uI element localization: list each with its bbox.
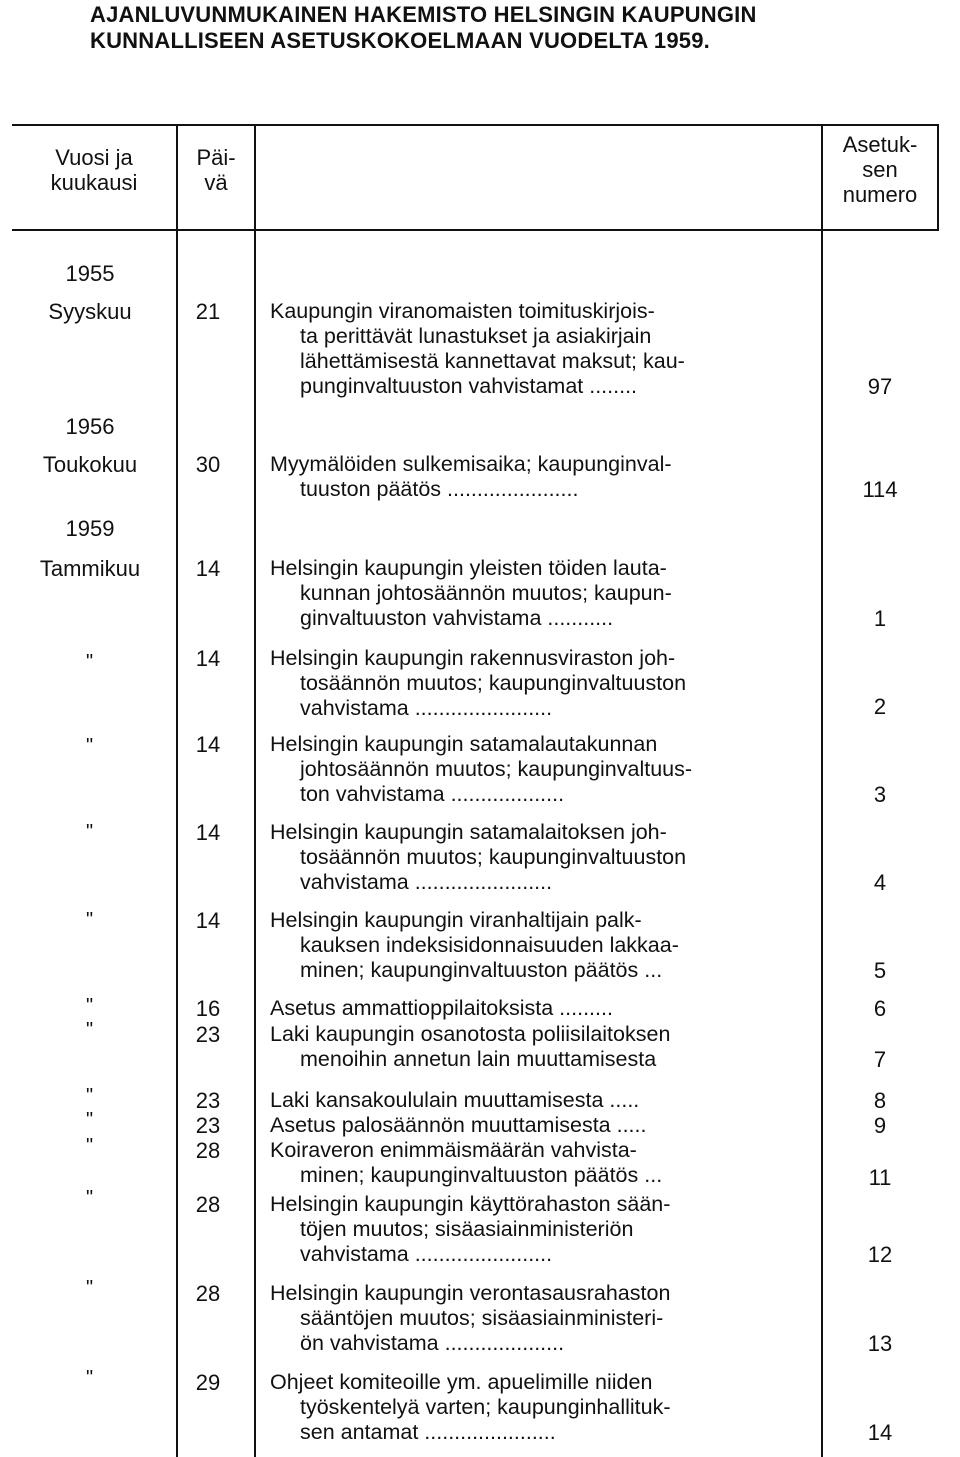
entry-day: 29 [195,1370,221,1395]
entry-day: 14 [195,556,221,581]
entry-description: Helsingin kaupungin viranhaltijain palk- kauksen indeksisidonnaisuuden lakkaa- minen; kaupunginvaltuuston päätös ... [270,908,679,982]
year-label: 1955 [65,261,115,286]
entry-number: 9 [873,1113,887,1138]
entry-description: Helsingin kaupungin verontasausrahaston sääntöjen muutos; sisäasiainministeri- ön vahvistama .................... [270,1281,671,1355]
entry-number: 6 [873,996,887,1021]
entry-number: 11 [868,1165,892,1190]
header-day: Päi- vä [196,145,236,195]
month-label: Syyskuu [48,299,132,324]
entry-number: 4 [873,870,887,895]
entry-number: 2 [873,694,887,719]
entry-day: 14 [195,732,221,757]
entry-day: 28 [195,1281,221,1306]
ditto-mark: " [86,1367,94,1389]
year-label: 1956 [65,414,115,439]
entry-number: 14 [867,1420,893,1445]
entry-day: 30 [195,452,221,477]
entry-description: Asetus ammattioppilaitoksista ......... [270,996,613,1020]
ditto-mark: " [86,1109,94,1131]
entry-description: Helsingin kaupungin satamalautakunnan johtosäännön muutos; kaupunginvaltuus- ton vahvistama ................... [270,732,693,806]
header-number: Asetuk- sen numero [842,132,918,207]
entry-description: Laki kansakoululain muuttamisesta ..... [270,1088,640,1112]
entry-number: 13 [867,1331,893,1356]
entry-day: 16 [195,996,221,1021]
ditto-mark: " [86,1019,94,1041]
table-right-rule [937,124,939,231]
entry-number: 97 [867,374,893,399]
entry-number: 3 [873,782,887,807]
entry-day: 23 [195,1113,221,1138]
entry-description: Kaupungin viranomaisten toimituskirjois- ta perittävät lunastukset ja asiakirjain lähettämisestä kannettavat maksut; kau- punginvaltuuston vahvistamat ........ [270,299,685,398]
entry-day: 28 [195,1138,221,1163]
ditto-mark: " [86,909,94,931]
entry-day: 23 [195,1088,221,1113]
ditto-mark: " [86,651,94,673]
ditto-mark: " [86,821,94,843]
entry-description: Laki kaupungin osanotosta poliisilaitoksen menoihin annetun lain muuttamisesta [270,1022,671,1071]
entry-description: Helsingin kaupungin yleisten töiden lauta- kunnan johtosäännön muutos; kaupun- ginvaltuuston vahvistama ........... [270,556,672,630]
header-bottom-rule [12,229,938,231]
header-year-month: Vuosi ja kuukausi [50,145,138,195]
ditto-mark: " [86,1187,94,1209]
entry-description: Helsingin kaupungin rakennusviraston joh- tosäännön muutos; kaupunginvaltuuston vahvistama ....................... [270,646,687,720]
year-label: 1959 [65,516,115,541]
entry-description: Ohjeet komiteoille ym. apuelimille niiden työskentelyä varten; kaupunginhallituk- sen antamat ...................... [270,1370,671,1444]
ditto-mark: " [86,1135,94,1157]
entry-day: 21 [195,299,221,324]
entry-number: 114 [862,477,898,502]
entry-description: Helsingin kaupungin satamalaitoksen joh- tosäännön muutos; kaupunginvaltuuston vahvistama ....................... [270,820,687,894]
entry-day: 23 [195,1022,221,1047]
entry-day: 28 [195,1192,221,1217]
month-label: Tammikuu [39,556,141,581]
entry-day: 14 [195,908,221,933]
table-top-rule [12,124,938,126]
entry-number: 12 [867,1242,893,1267]
ditto-mark: " [86,995,94,1017]
entry-number: 1 [873,606,887,631]
month-label: Toukokuu [42,452,138,477]
entry-description: Helsingin kaupungin käyttörahaston sään- töjen muutos; sisäasiainministeriön vahvistama ....................... [270,1192,671,1266]
entry-description: Koiraveron enimmäismäärän vahvista- minen; kaupunginvaltuuston päätös ... [270,1138,663,1187]
page-title [90,2,950,54]
entry-number: 7 [873,1047,887,1072]
title-line-2: KUNNALLISEEN ASETUSKOKOELMAAN VUODELTA 1959. [90,28,710,53]
title-line-1: AJANLUVUNMUKAINEN HAKEMISTO HELSINGIN KAUPUNGIN [90,2,757,27]
ditto-mark: " [86,1085,94,1107]
ditto-mark: " [86,1277,94,1299]
entry-day: 14 [195,646,221,671]
column-divider-2 [254,124,256,1457]
entry-day: 14 [195,820,221,845]
entry-description: Asetus palosäännön muuttamisesta ..... [270,1113,647,1137]
entry-number: 5 [873,958,887,983]
entry-description: Myymälöiden sulkemisaika; kaupunginval- tuuston päätös ...................... [270,452,672,501]
ditto-mark: " [86,735,94,757]
entry-number: 8 [873,1088,887,1113]
